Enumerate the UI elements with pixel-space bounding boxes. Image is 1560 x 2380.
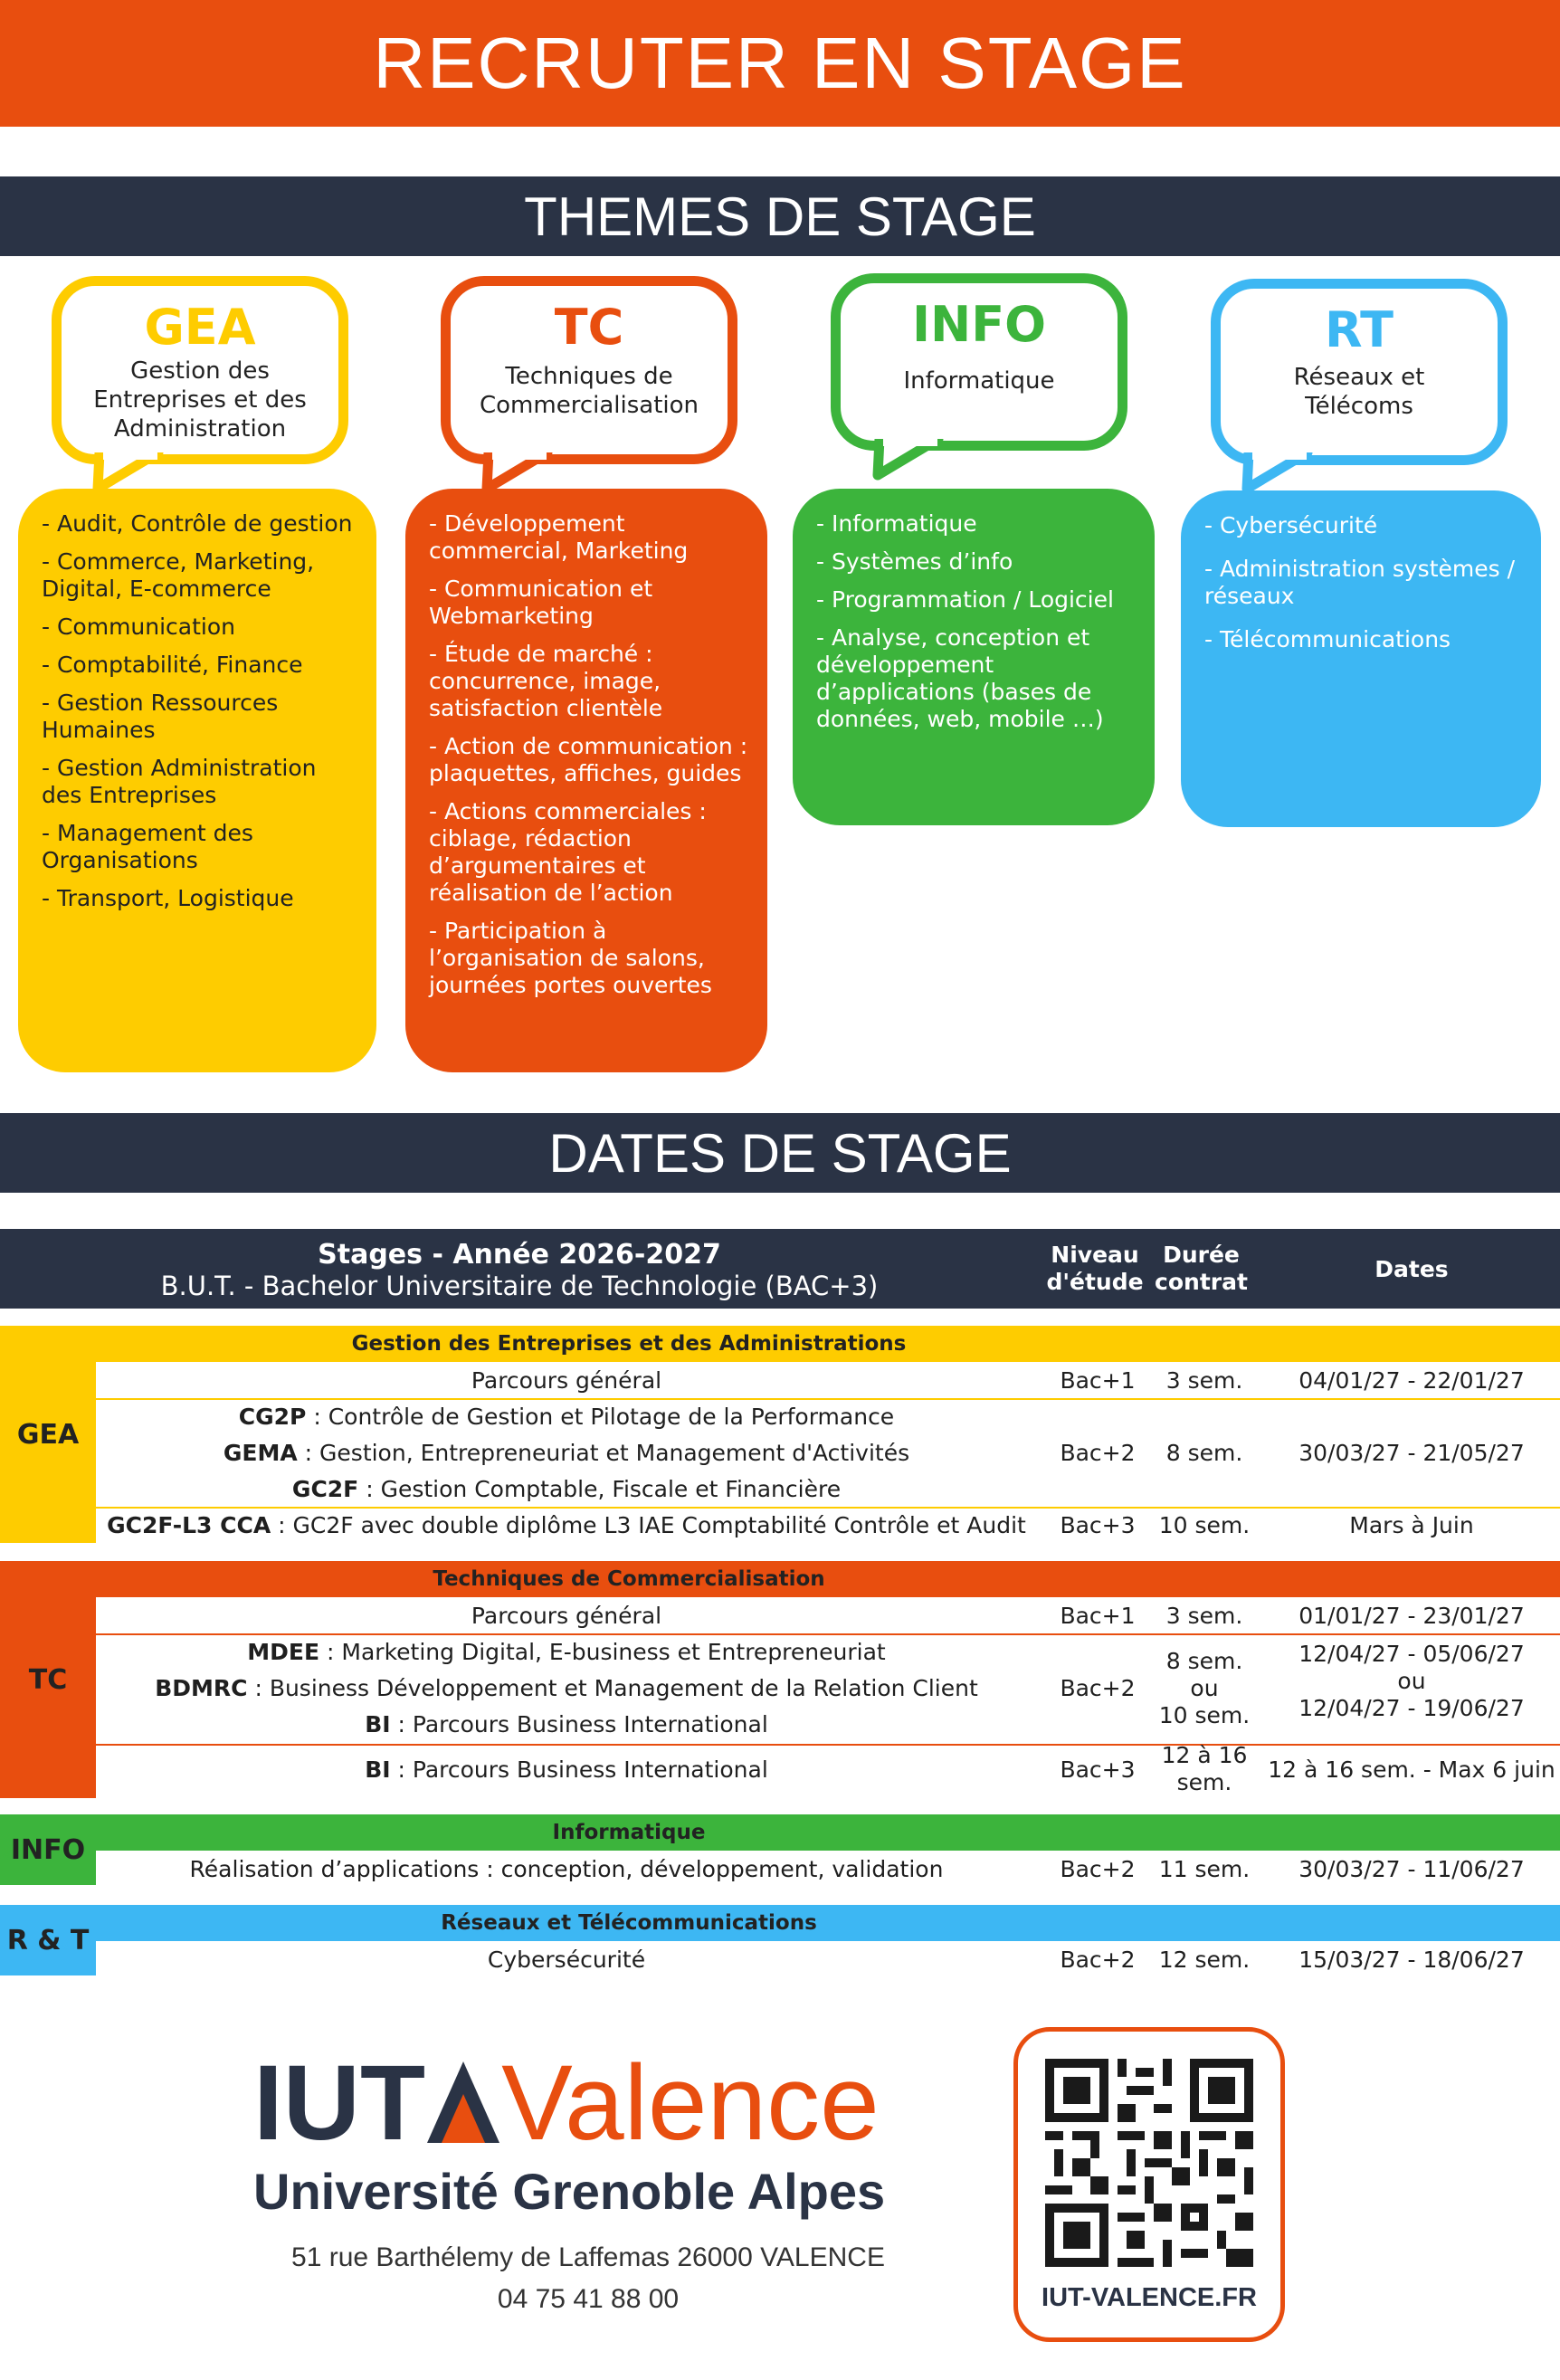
table-subtitle: B.U.T. - Bachelor Universitaire de Technologie (BAC+3) bbox=[160, 1271, 879, 1301]
list-item: - Participation à l’organisation de salons, journées portes ouvertes bbox=[429, 918, 712, 998]
row-divider bbox=[96, 1744, 1560, 1746]
row-label bbox=[96, 1756, 1037, 1783]
list-item: - Management des Organisations bbox=[42, 820, 253, 873]
list-item: - Cybersécurité bbox=[1204, 512, 1378, 538]
group-title-info bbox=[96, 1814, 1560, 1851]
group-code-info: INFO bbox=[0, 1814, 96, 1885]
qr-code-icon bbox=[1045, 2059, 1253, 2267]
group-code-tc: TC bbox=[0, 1561, 96, 1798]
row-duration: 8 sem. bbox=[1165, 1440, 1243, 1466]
row-label-text: : Gestion Comptable, Fiscale et Financière bbox=[358, 1476, 842, 1502]
iut-valence-logo bbox=[253, 2043, 941, 2315]
theme-panel-tc bbox=[405, 489, 767, 1072]
list-item: - Communication et Webmarketing bbox=[429, 576, 653, 629]
row-dates: 12 à 16 sem. - Max 6 juin bbox=[1268, 1756, 1555, 1783]
theme-panel-info bbox=[793, 489, 1155, 825]
table-title: Stages - Année 2026-2027 bbox=[318, 1239, 721, 1271]
row-label bbox=[96, 1404, 1037, 1430]
duration-option: 8 sem. bbox=[1165, 1648, 1243, 1674]
row-label bbox=[96, 1639, 1037, 1665]
list-item: - Transport, Logistique bbox=[42, 885, 294, 911]
row-label-code: BI bbox=[365, 1711, 391, 1737]
row-label-code: CG2P bbox=[238, 1404, 307, 1430]
list-item: - Actions commerciales : ciblage, rédaction d’argumentaires et réalisation de l’action bbox=[429, 798, 707, 906]
row-dates: 15/03/27 - 18/06/27 bbox=[1298, 1947, 1525, 1973]
themes-section-title: THEMES DE STAGE bbox=[0, 176, 1560, 256]
row-label-text: : Parcours Business International bbox=[390, 1756, 768, 1783]
theme-bubble-gea bbox=[52, 276, 348, 464]
row-duration: 3 sem. bbox=[1165, 1367, 1243, 1394]
row-divider bbox=[96, 1398, 1560, 1400]
list-item: - Analyse, conception et développement d’applications (bases de données, web, mobile …) bbox=[816, 624, 1104, 732]
dates-or: ou bbox=[1397, 1668, 1426, 1694]
row-level: Bac+2 bbox=[1060, 1856, 1136, 1882]
row-divider bbox=[96, 1507, 1560, 1509]
duration-part: 12 à 16 bbox=[1161, 1742, 1248, 1768]
qr-url-text[interactable]: IUT-VALENCE.FR bbox=[1042, 2283, 1257, 2312]
list-item: - Comptabilité, Finance bbox=[42, 652, 303, 678]
list-item: - Administration systèmes / réseaux bbox=[1204, 556, 1516, 609]
group-title-gea bbox=[96, 1326, 1560, 1362]
footer-address: 51 rue Barthélemy de Laffemas 26000 VALENCE bbox=[291, 2242, 885, 2272]
list-item: - Informatique bbox=[816, 510, 977, 537]
theme-code-tc: TC bbox=[554, 299, 624, 356]
group-title-text: Techniques de Commercialisation bbox=[433, 1567, 825, 1591]
group-title-rt bbox=[96, 1905, 1560, 1941]
col-header-duration: Durée contrat bbox=[1155, 1242, 1248, 1295]
row-label-text: : Business Développement et Management de la Relation Client bbox=[247, 1675, 978, 1701]
list-item: - Télécommunications bbox=[1204, 626, 1451, 652]
bubble-tail-info bbox=[870, 439, 952, 484]
row-level: Bac+2 bbox=[1060, 1947, 1136, 1973]
row-label-code: BDMRC bbox=[155, 1675, 248, 1701]
dates-option: 12/04/27 - 05/06/27 bbox=[1298, 1641, 1525, 1667]
row-dates: Mars à Juin bbox=[1349, 1512, 1474, 1538]
list-item: - Gestion Ressources Humaines bbox=[42, 690, 279, 743]
logo-wordmark bbox=[253, 2043, 941, 2163]
row-duration bbox=[1146, 1648, 1263, 1729]
theme-name-info: Informatique bbox=[903, 367, 1055, 395]
col-header-dates: Dates bbox=[1375, 1256, 1449, 1282]
logo-university-text: Université Grenoble Alpes bbox=[253, 2163, 886, 2220]
theme-name-gea: Gestion des Entreprises et des Administration bbox=[93, 357, 307, 443]
group-code-rt: R & T bbox=[0, 1905, 96, 1975]
theme-panel-rt bbox=[1181, 490, 1541, 827]
row-level: Bac+1 bbox=[1060, 1367, 1136, 1394]
dates-option: 12/04/27 - 19/06/27 bbox=[1298, 1695, 1525, 1721]
row-label-text: : Parcours Business International bbox=[390, 1711, 768, 1737]
row-label-code: GC2F bbox=[291, 1476, 359, 1502]
row-label-text: : Contrôle de Gestion et Pilotage de la Performance bbox=[306, 1404, 895, 1430]
row-duration: 11 sem. bbox=[1158, 1856, 1251, 1882]
row-label-code: BI bbox=[365, 1756, 391, 1783]
group-title-tc bbox=[96, 1561, 1560, 1597]
row-label-text: : Marketing Digital, E-business et Entrepreneuriat bbox=[319, 1639, 886, 1665]
row-label bbox=[96, 1440, 1037, 1466]
theme-panel-gea bbox=[18, 489, 376, 1072]
row-dates: 30/03/27 - 21/05/27 bbox=[1298, 1440, 1525, 1466]
row-label: Cybersécurité bbox=[487, 1947, 646, 1973]
duration-or: ou bbox=[1190, 1675, 1219, 1701]
row-level: Bac+3 bbox=[1060, 1756, 1136, 1783]
logo-iut-text: IUT bbox=[253, 2043, 426, 2163]
theme-name-tc: Techniques de Commercialisation bbox=[479, 363, 699, 419]
row-label-code: GC2F-L3 CCA bbox=[107, 1512, 271, 1538]
theme-code-info: INFO bbox=[911, 296, 1047, 353]
theme-bubble-info bbox=[831, 273, 1127, 451]
row-duration bbox=[1146, 1742, 1263, 1796]
theme-name-rt: Réseaux et Télécoms bbox=[1293, 364, 1425, 420]
row-label bbox=[96, 1675, 1037, 1701]
row-dates bbox=[1263, 1641, 1560, 1722]
list-item: - Développement commercial, Marketing bbox=[429, 510, 689, 564]
group-title-text: Gestion des Entreprises et des Administrations bbox=[351, 1332, 907, 1356]
group-code-gea: GEA bbox=[0, 1326, 96, 1543]
group-title-text: Informatique bbox=[552, 1821, 706, 1844]
row-duration: 10 sem. bbox=[1158, 1512, 1251, 1538]
theme-bubble-rt bbox=[1211, 279, 1508, 465]
row-label-code: GEMA bbox=[223, 1440, 298, 1466]
logo-triangle-icon bbox=[425, 2058, 501, 2145]
footer-phone: 04 75 41 88 00 bbox=[497, 2284, 680, 2314]
row-label bbox=[96, 1512, 1037, 1538]
list-item: - Action de communication : plaquettes, affiches, guides bbox=[429, 733, 748, 786]
list-item: - Audit, Contrôle de gestion bbox=[42, 510, 353, 537]
logo-city-text: Valence bbox=[501, 2043, 880, 2163]
list-item: - Systèmes d’info bbox=[816, 548, 1013, 575]
row-dates: 30/03/27 - 11/06/27 bbox=[1298, 1856, 1525, 1882]
duration-option: 10 sem. bbox=[1158, 1702, 1251, 1728]
row-level: Bac+1 bbox=[1060, 1603, 1136, 1629]
list-item: - Communication bbox=[42, 614, 236, 640]
row-dates: 01/01/27 - 23/01/27 bbox=[1298, 1603, 1525, 1629]
theme-bubble-tc bbox=[441, 276, 737, 464]
page-title: RECRUTER EN STAGE bbox=[0, 0, 1560, 127]
row-duration: 3 sem. bbox=[1165, 1603, 1243, 1629]
row-divider bbox=[96, 1633, 1560, 1635]
list-item: - Gestion Administration des Entreprises bbox=[42, 755, 317, 808]
theme-code-rt: RT bbox=[1325, 301, 1394, 358]
row-label bbox=[96, 1476, 1037, 1502]
col-header-level: Niveau d'étude bbox=[1046, 1242, 1144, 1295]
row-level: Bac+2 bbox=[1060, 1440, 1136, 1466]
row-label: Parcours général bbox=[471, 1603, 662, 1629]
list-item: - Programmation / Logiciel bbox=[816, 586, 1114, 613]
row-label-code: MDEE bbox=[247, 1639, 320, 1665]
duration-part: sem. bbox=[1176, 1769, 1232, 1795]
row-level: Bac+3 bbox=[1060, 1512, 1136, 1538]
row-label bbox=[96, 1711, 1037, 1737]
qr-code-card[interactable] bbox=[1013, 2027, 1285, 2342]
row-dates: 04/01/27 - 22/01/27 bbox=[1298, 1367, 1525, 1394]
row-label: Parcours général bbox=[471, 1367, 662, 1394]
dates-section-title: DATES DE STAGE bbox=[0, 1113, 1560, 1193]
row-duration: 12 sem. bbox=[1158, 1947, 1251, 1973]
group-title-text: Réseaux et Télécommunications bbox=[441, 1911, 817, 1935]
row-label: Réalisation d’applications : conception, développement, validation bbox=[189, 1856, 944, 1882]
list-item: - Étude de marché : concurrence, image, satisfaction clientèle bbox=[429, 641, 663, 721]
list-item: - Commerce, Marketing, Digital, E-commerce bbox=[42, 548, 315, 602]
row-label-text: : Gestion, Entrepreneuriat et Management d'Activités bbox=[297, 1440, 910, 1466]
theme-code-gea: GEA bbox=[144, 299, 256, 356]
table-header bbox=[0, 1229, 1560, 1309]
row-label-text: : GC2F avec double diplôme L3 IAE Comptabilité Contrôle et Audit bbox=[271, 1512, 1026, 1538]
row-level: Bac+2 bbox=[1060, 1675, 1136, 1701]
